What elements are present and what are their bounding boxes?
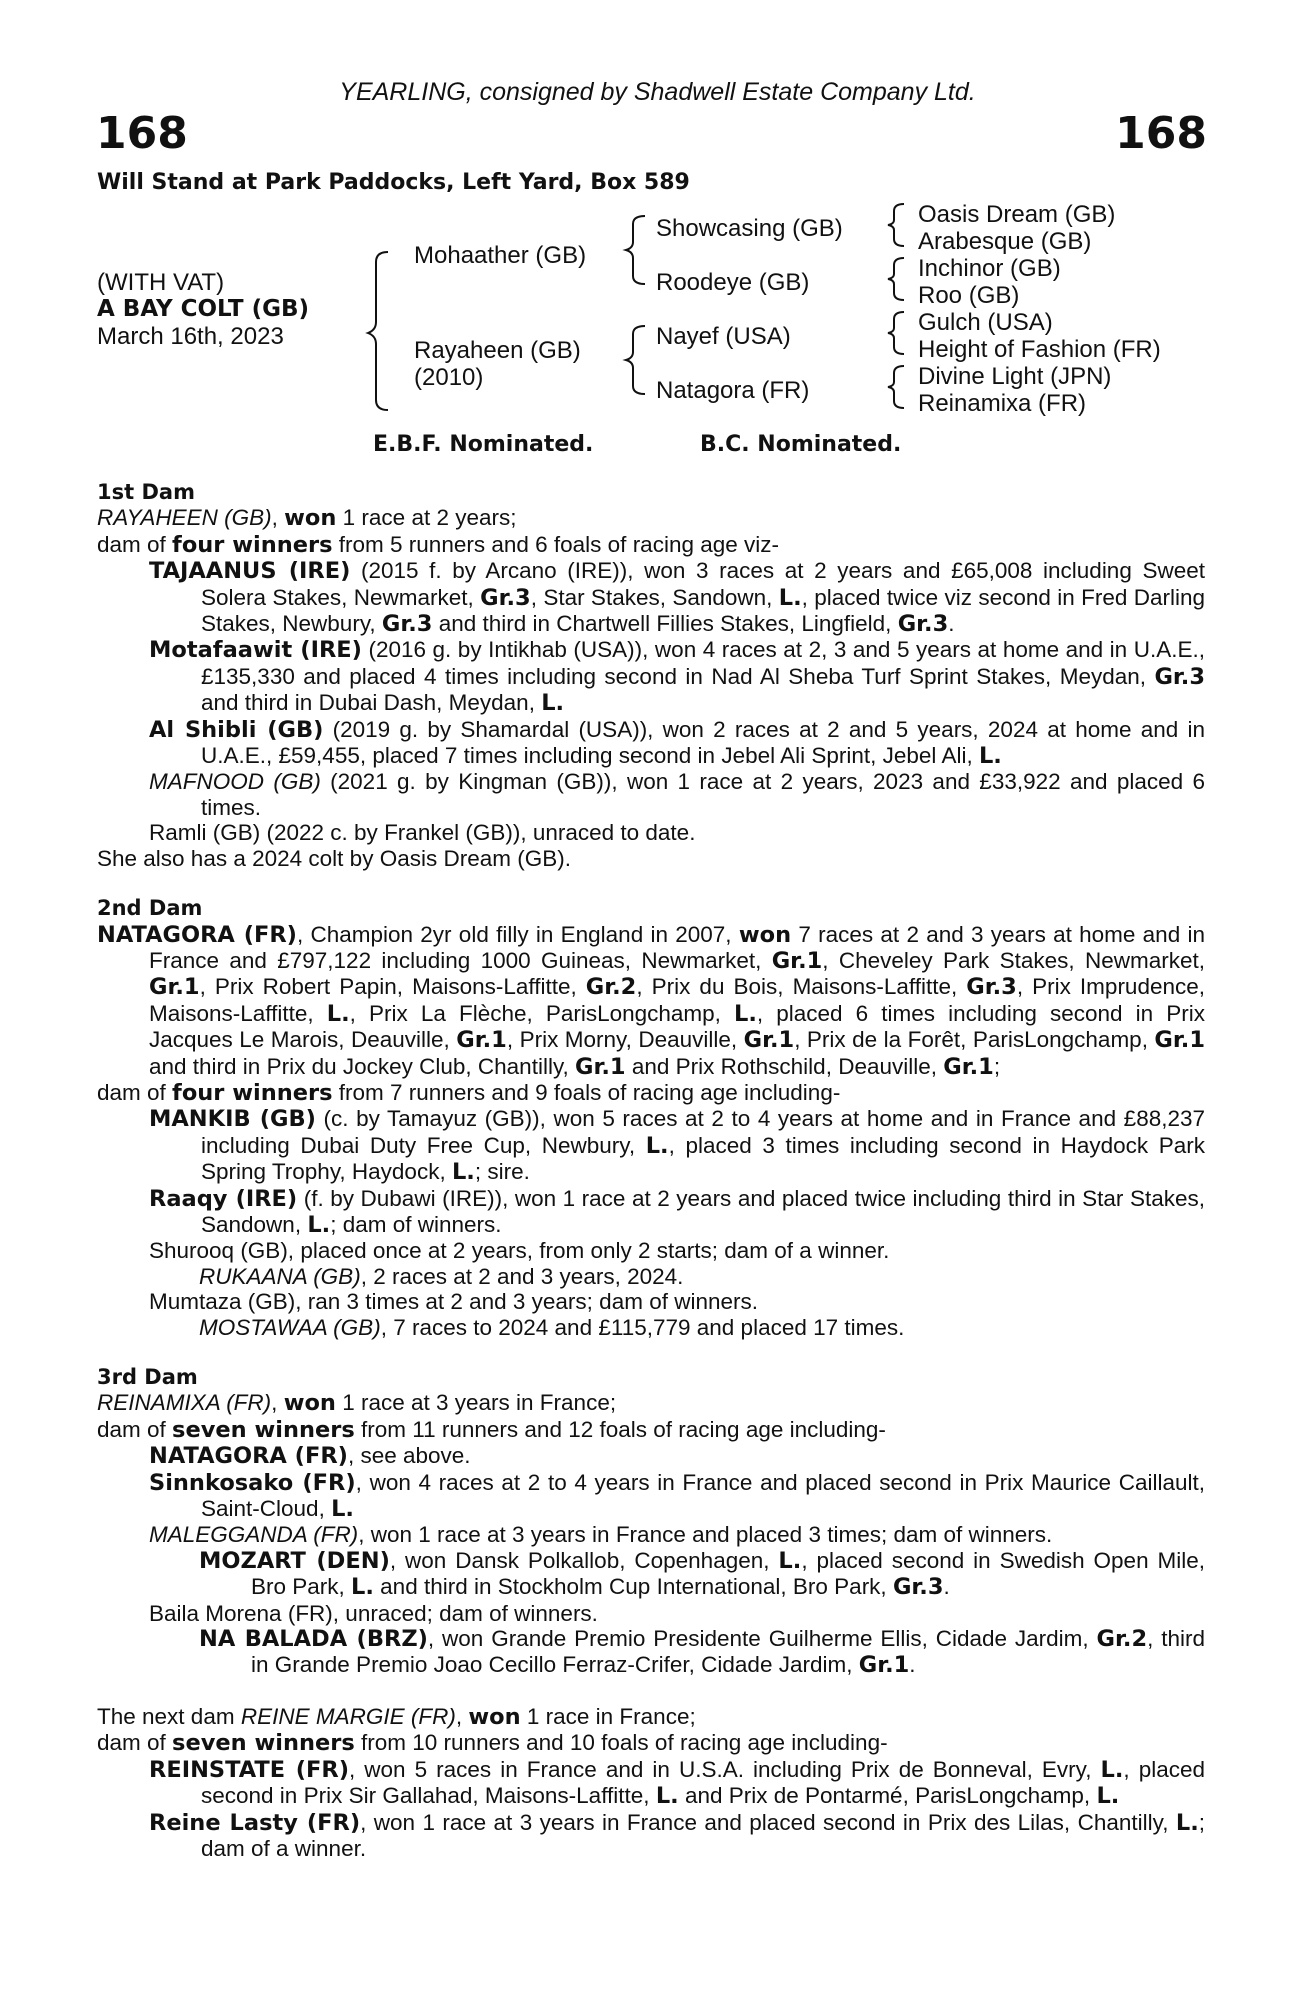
- second-dam-heading: 2nd Dam: [97, 896, 203, 921]
- list-item: Raaqy (IRE) (f. by Dubawi (IRE)), won 1 race at 2 years and placed twice including third in Star Stakes, Sandown, L.; dam of winners.: [149, 1185, 1205, 1238]
- list-item: NATAGORA (FR), see above.: [149, 1443, 471, 1470]
- produce-record: [97, 480, 1205, 1861]
- lot-number-left: 168: [96, 108, 188, 159]
- list-item: MOSTAWAA (GB), 7 races to 2024 and £115,779 and placed 17 times.: [199, 1314, 905, 1340]
- second-dam-line: NATAGORA (FR), Champion 2yr old filly in England in 2007, won 7 races at 2 and 3 years at home and in France and £797,122 including 1000 Guineas, Newmarket, Gr.1, Cheveley Park Stakes, Newmarket, Gr.1, Prix Robert Papin, Maisons-Laffitte, Gr.2, Prix du Bois, Maisons-Laffitte, Gr.3, Prix Imprudence, Maisons-Laffitte, L., Prix La Flèche, ParisLongchamp, L., placed 6 times including second in Prix Jacques Le Marois, Deauville, Gr.1, Prix Morny, Deauville, Gr.1, Prix de la Forêt, ParisLongchamp, Gr.1 and third in Prix du Jockey Club, Chantilly, Gr.1 and Prix Rothschild, Deauville, Gr.1;: [97, 921, 1206, 1080]
- lot-number-right: 168: [1115, 108, 1207, 159]
- list-item: Mumtaza (GB), ran 3 times at 2 and 3 years; dam of winners.: [149, 1289, 758, 1315]
- list-item: MAFNOOD (GB) (2021 g. by Kingman (GB)), won 1 race at 2 years, 2023 and £33,922 and placed 6 times.: [149, 769, 1205, 820]
- bc-nomination: B.C. Nominated.: [700, 432, 902, 457]
- list-item: Reine Lasty (FR), won 1 race at 3 years in France and placed second in Prix des Lilas, Chantilly, L.; dam of a winner.: [149, 1809, 1206, 1861]
- great-grandparent-1: Oasis Dream (GB): [918, 201, 1116, 228]
- list-item: She also has a 2024 colt by Oasis Dream (GB).: [97, 845, 571, 871]
- list-item: Ramli (GB) (2022 c. by Frankel (GB)), unraced to date.: [149, 820, 696, 846]
- list-item: RUKAANA (GB), 2 races at 2 and 3 years, 2024.: [199, 1263, 684, 1289]
- list-item: Shurooq (GB), placed once at 2 years, from only 2 starts; dam of a winner.: [149, 1238, 890, 1264]
- next-dam-line: The next dam REINE MARGIE (FR), won 1 race in France;: [97, 1703, 696, 1730]
- list-item: MALEGGANDA (FR), won 1 race at 3 years in France and placed 3 times; dam of winners.: [149, 1522, 1053, 1548]
- ebf-nomination: E.B.F. Nominated.: [373, 432, 594, 457]
- dam: Rayaheen (GB): [414, 337, 581, 364]
- first-dam-summary: dam of four winners from 5 runners and 6 foals of racing age viz-: [97, 531, 780, 558]
- great-grandparent-5: Gulch (USA): [918, 309, 1053, 336]
- vat-note: (WITH VAT): [97, 269, 225, 296]
- sire-sire: Showcasing (GB): [656, 215, 843, 242]
- foaling-date: March 16th, 2023: [97, 323, 284, 350]
- next-dam-summary: dam of seven winners from 10 runners and 10 foals of racing age including-: [97, 1730, 888, 1757]
- list-item: REINSTATE (FR), won 5 races in France and in U.S.A. including Prix de Bonneval, Evry, L., placed second in Prix Sir Gallahad, Maisons-Laffitte, L. and Prix de Pontarmé, ParisLongchamp, L.: [149, 1756, 1206, 1810]
- sire: Mohaather (GB): [414, 242, 587, 269]
- sire-dam: Roodeye (GB): [656, 269, 810, 296]
- list-item: Baila Morena (FR), unraced; dam of winners.: [149, 1600, 598, 1626]
- list-item: Sinnkosako (FR), won 4 races at 2 to 4 years in France and placed second in Prix Maurice Caillault, Saint-Cloud, L.: [149, 1469, 1205, 1523]
- great-grandparent-3: Inchinor (GB): [918, 255, 1061, 282]
- first-dam-line: RAYAHEEN (GB), won 1 race at 2 years;: [97, 505, 517, 532]
- first-dam-heading: 1st Dam: [97, 480, 195, 504]
- horse-name: A BAY COLT (GB): [97, 296, 310, 322]
- dam-year: (2010): [414, 364, 484, 391]
- list-item: TAJAANUS (IRE) (2015 f. by Arcano (IRE)), won 3 races at 2 years and £65,008 including Sweet Solera Stakes, Newmarket, Gr.3, Star Stakes, Sandown, L., placed twice viz second in Fred Darling Stakes, Newbury, Gr.3 and third in Chartwell Fillies Stakes, Lingfield, Gr.3.: [149, 558, 1206, 638]
- great-grandparent-8: Reinamixa (FR): [918, 390, 1087, 417]
- great-grandparent-4: Roo (GB): [918, 282, 1020, 309]
- list-item: MOZART (DEN), won Dansk Polkallob, Copenhagen, L., placed second in Swedish Open Mile, Bro Park, L. and third in Stockholm Cup International, Bro Park, Gr.3.: [199, 1547, 1206, 1601]
- dam-dam: Natagora (FR): [656, 377, 810, 404]
- great-grandparent-2: Arabesque (GB): [918, 228, 1092, 255]
- stand-location: Will Stand at Park Paddocks, Left Yard, Box 589: [97, 170, 690, 195]
- dam-sire: Nayef (USA): [656, 323, 791, 350]
- list-item: NA BALADA (BRZ), won Grande Premio Presidente Guilherme Ellis, Cidade Jardim, Gr.2, third in Grande Premio Joao Cecillo Ferraz-Crifer, Cidade Jardim, Gr.1.: [199, 1626, 1206, 1679]
- second-dam-summary: dam of four winners from 7 runners and 9 foals of racing age including-: [97, 1079, 841, 1106]
- third-dam-summary: dam of seven winners from 11 runners and 12 foals of racing age including-: [97, 1416, 886, 1443]
- list-item: MANKIB (GB) (c. by Tamayuz (GB)), won 5 races at 2 to 4 years at home and in France and £88,237 including Dubai Duty Free Cup, Newbury, L., placed 3 times including second in Haydock Park Spring Trophy, Haydock, L.; sire.: [149, 1106, 1206, 1186]
- great-grandparent-7: Divine Light (JPN): [918, 363, 1112, 390]
- third-dam-heading: 3rd Dam: [97, 1365, 198, 1389]
- list-item: Motafaawit (IRE) (2016 g. by Intikhab (USA)), won 4 races at 2, 3 and 5 years at home and in U.A.E., £135,330 and placed 4 times including second in Nad Al Sheba Turf Sprint Stakes, Meydan, Gr.3 and third in Dubai Dash, Meydan, L.: [149, 637, 1205, 717]
- list-item: Al Shibli (GB) (2019 g. by Shamardal (USA)), won 2 races at 2 and 5 years, 2024 at home and in U.A.E., £59,455, placed 7 times including second in Jebel Ali Sprint, Jebel Ali, L.: [149, 716, 1205, 770]
- great-grandparent-6: Height of Fashion (FR): [918, 336, 1161, 363]
- third-dam-line: REINAMIXA (FR), won 1 race at 3 years in France;: [97, 1390, 617, 1417]
- consignor-line: YEARLING, consigned by Shadwell Estate Company Ltd.: [339, 78, 976, 106]
